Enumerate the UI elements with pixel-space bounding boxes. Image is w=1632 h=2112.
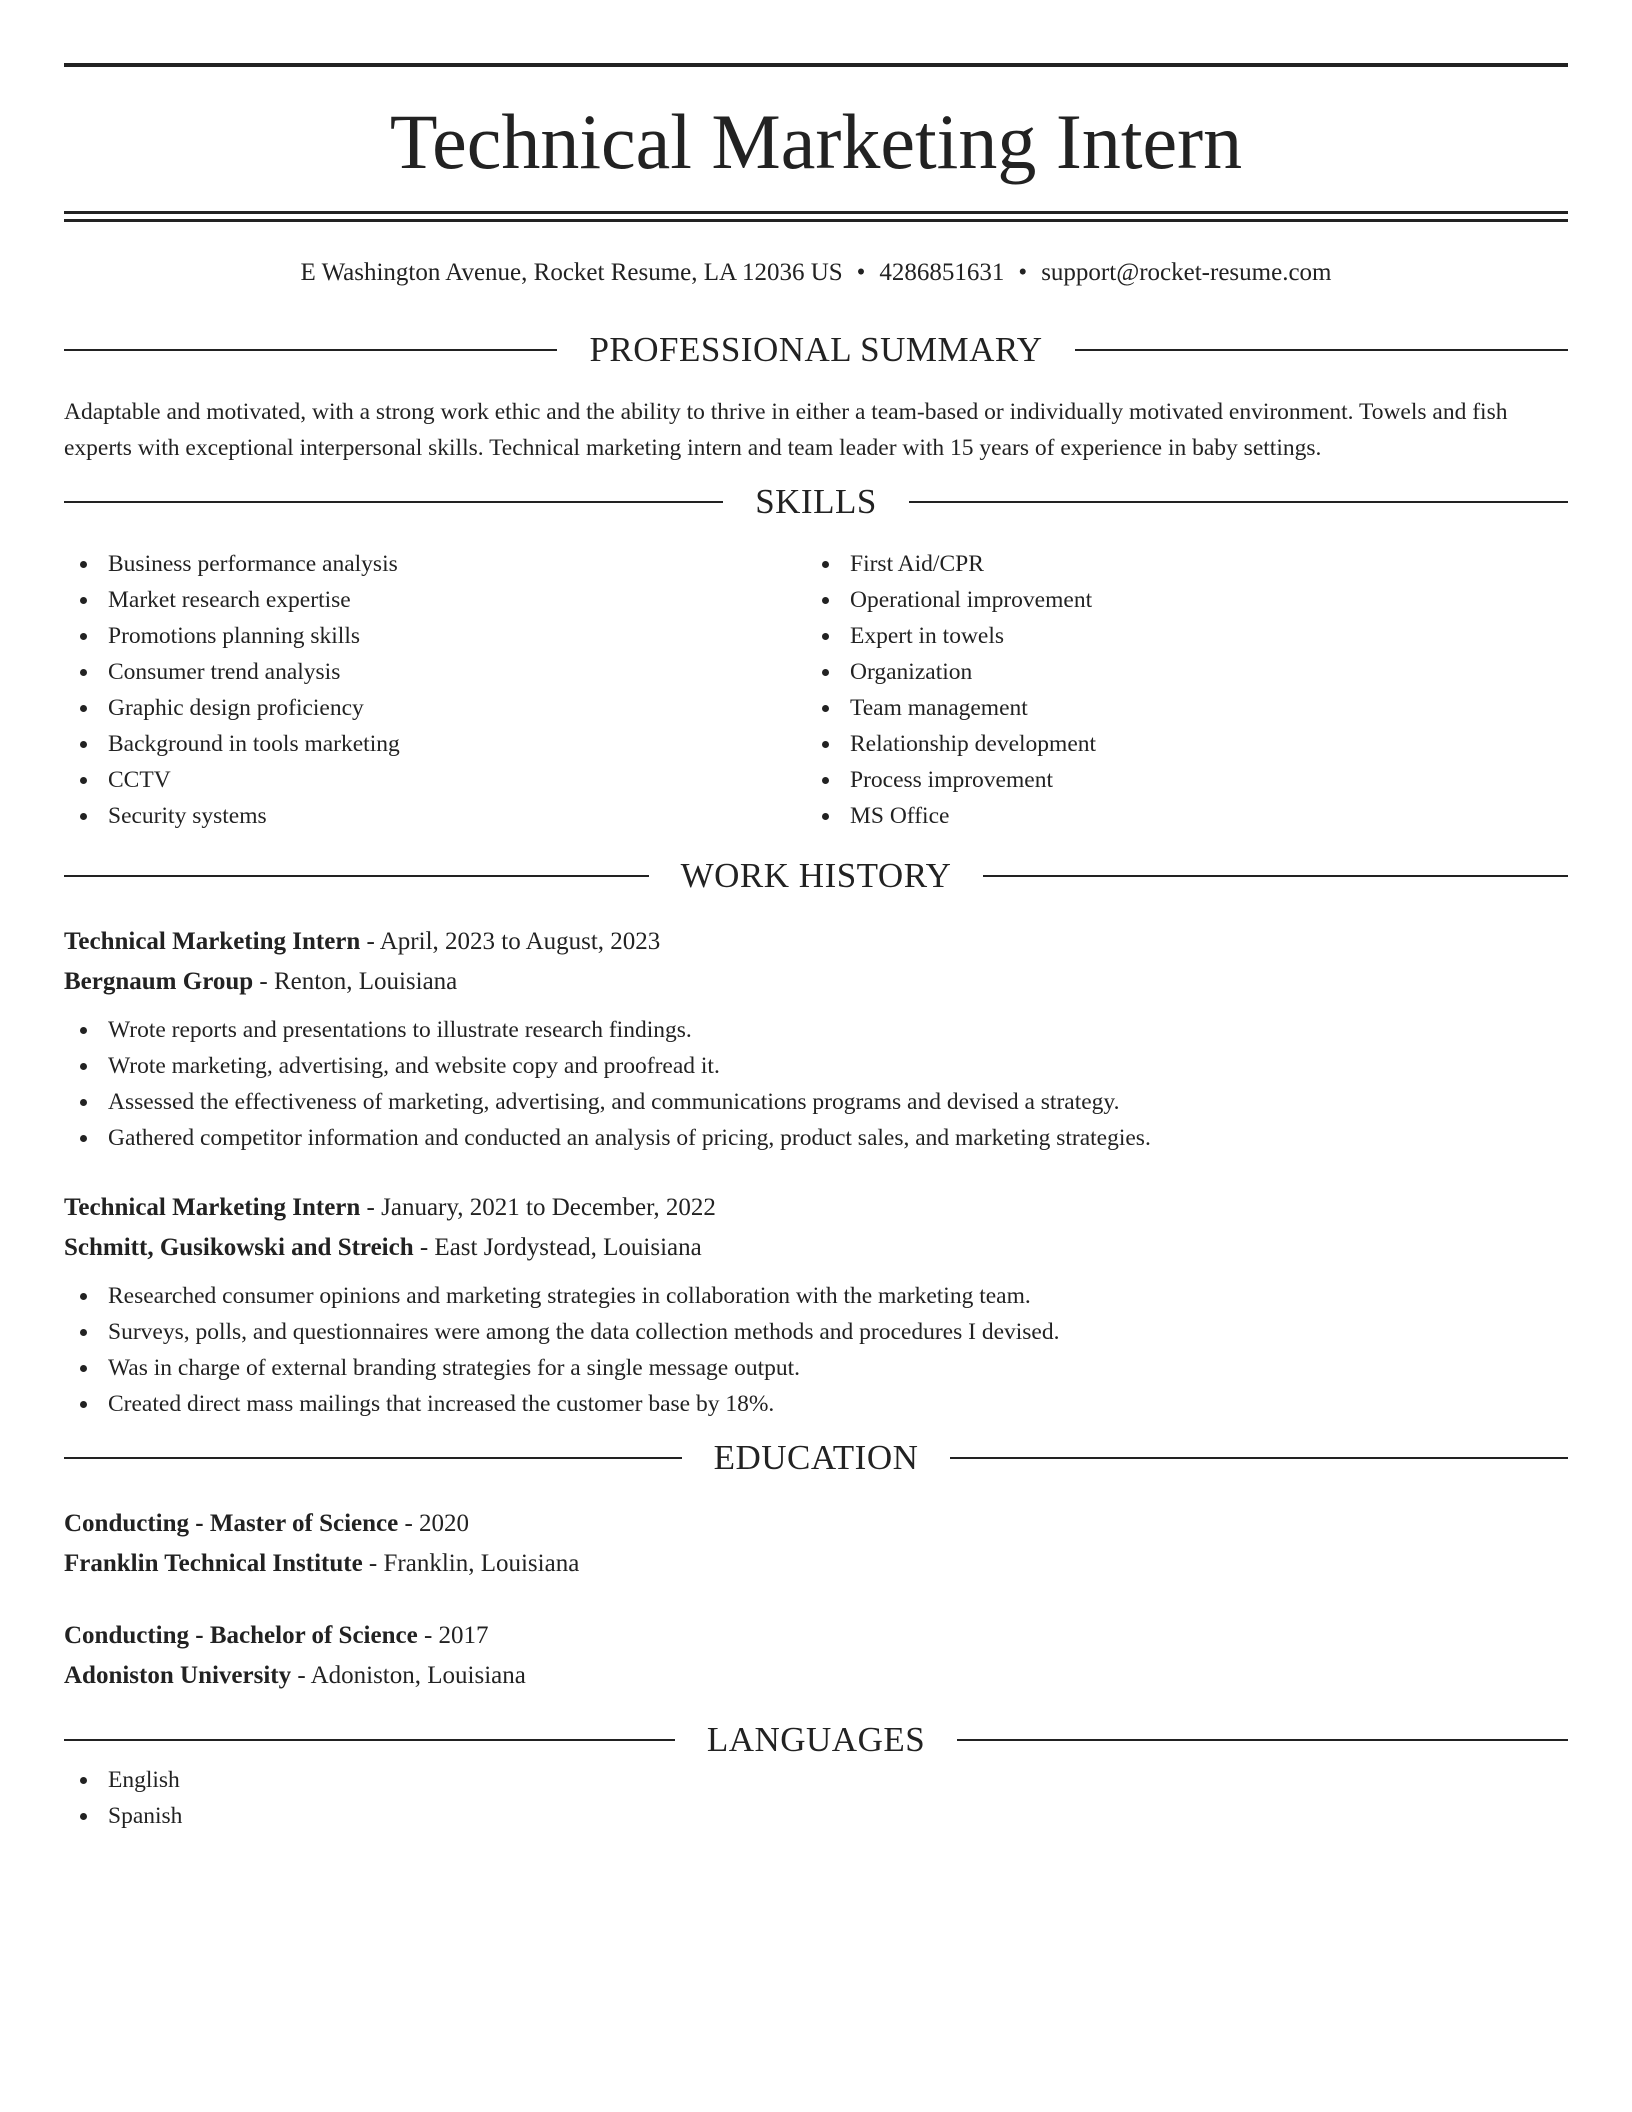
skill-item: First Aid/CPR <box>806 546 1548 582</box>
job-company: Bergnaum Group <box>64 968 254 995</box>
job-bullet: Assessed the effectiveness of marketing, advertising, and communications programs and devised a strategy. <box>64 1084 1568 1120</box>
section-title: PROFESSIONAL SUMMARY <box>589 330 1043 369</box>
school-line <box>64 1544 1568 1584</box>
section-title: SKILLS <box>755 482 877 521</box>
skill-item: Consumer trend analysis <box>64 654 806 690</box>
degree: Conducting - Bachelor of Science <box>64 1622 418 1649</box>
section-heading-languages <box>64 1718 1568 1762</box>
contact-separator: • <box>1018 259 1028 286</box>
school-location: - Adoniston, Louisiana <box>291 1662 526 1689</box>
degree-year: - 2017 <box>417 1622 489 1649</box>
contact-line <box>64 256 1568 290</box>
skills-column-left <box>64 546 806 834</box>
skill-item: Process improvement <box>806 762 1548 798</box>
job-dates: - April, 2023 to August, 2023 <box>360 928 661 955</box>
heading-rule-right <box>1075 349 1568 351</box>
heading-rule-right <box>983 875 1568 877</box>
school-line <box>64 1656 1568 1696</box>
contact-address: E Washington Avenue, Rocket Resume, LA 12036 US <box>300 259 843 286</box>
school: Franklin Technical Institute <box>64 1550 363 1577</box>
heading-rule-left <box>64 875 649 877</box>
skill-item: Team management <box>806 690 1548 726</box>
job-title-line <box>64 922 1568 962</box>
skill-item: Expert in towels <box>806 618 1548 654</box>
education-entry <box>64 1504 1568 1584</box>
page-title: Technical Marketing Intern <box>389 98 1243 185</box>
job-title: Technical Marketing Intern <box>64 928 361 955</box>
job-location: - East Jordystead, Louisiana <box>413 1234 702 1261</box>
language-item: English <box>64 1762 1568 1798</box>
job-bullet: Wrote reports and presentations to illustrate research findings. <box>64 1012 1568 1048</box>
heading-rule-right <box>950 1457 1568 1459</box>
job-title: Technical Marketing Intern <box>64 1194 361 1221</box>
section-title: EDUCATION <box>713 1438 919 1477</box>
degree: Conducting - Master of Science <box>64 1510 399 1537</box>
skill-item: Background in tools marketing <box>64 726 806 762</box>
job-bullet: Gathered competitor information and conducted an analysis of pricing, product sales, and marketing strategies. <box>64 1120 1568 1156</box>
heading-rule-left <box>64 501 723 503</box>
heading-rule-left <box>64 1739 675 1741</box>
heading-rule-right <box>957 1739 1568 1741</box>
school-location: - Franklin, Louisiana <box>362 1550 580 1577</box>
job-entry <box>64 922 1568 1156</box>
contact-email: support@rocket-resume.com <box>1041 259 1332 286</box>
job-company: Schmitt, Gusikowski and Streich <box>64 1234 414 1261</box>
skill-item: Graphic design proficiency <box>64 690 806 726</box>
skill-item: Promotions planning skills <box>64 618 806 654</box>
summary-text: Adaptable and motivated, with a strong work ethic and the ability to thrive in either a team-based or individually motivated environment. Towels and fish experts with exceptional interpersonal skills. Technical marketing intern and team leader with 15 years of experience in baby settings. <box>64 399 1508 461</box>
job-bullet: Created direct mass mailings that increased the customer base by 18%. <box>64 1386 1568 1422</box>
job-bullet: Surveys, polls, and questionnaires were among the data collection methods and procedures I devised. <box>64 1314 1568 1350</box>
section-heading-work <box>64 854 1568 898</box>
job-bullet: Researched consumer opinions and marketing strategies in collaboration with the marketing team. <box>64 1278 1568 1314</box>
skill-item: Business performance analysis <box>64 546 806 582</box>
contact-separator: • <box>856 259 866 286</box>
degree-line <box>64 1504 1568 1544</box>
title-double-rule <box>64 211 1568 222</box>
job-company-line <box>64 962 1568 1002</box>
job-company-line <box>64 1228 1568 1268</box>
contact-phone: 4286851631 <box>879 259 1005 286</box>
skill-item: Security systems <box>64 798 806 834</box>
heading-rule-right <box>909 501 1568 503</box>
heading-rule-left <box>64 349 557 351</box>
degree-year: - 2020 <box>398 1510 470 1537</box>
skill-item: Market research expertise <box>64 582 806 618</box>
language-item: Spanish <box>64 1798 1568 1834</box>
skills-list <box>64 546 1568 834</box>
section-heading-skills <box>64 480 1568 524</box>
skill-item: MS Office <box>806 798 1548 834</box>
job-dates: - January, 2021 to December, 2022 <box>360 1194 716 1221</box>
job-title-line <box>64 1188 1568 1228</box>
skill-item: Relationship development <box>806 726 1548 762</box>
job-bullets <box>64 1012 1568 1156</box>
job-location: - Renton, Louisiana <box>253 968 458 995</box>
job-bullets <box>64 1278 1568 1422</box>
skills-column-right <box>806 546 1548 834</box>
skill-item: CCTV <box>64 762 806 798</box>
job-entry <box>64 1188 1568 1422</box>
section-title: LANGUAGES <box>706 1720 926 1759</box>
resume-page <box>64 0 1568 1834</box>
top-rule <box>64 63 1568 67</box>
school: Adoniston University <box>64 1662 292 1689</box>
section-title: WORK HISTORY <box>680 856 952 895</box>
section-heading-education <box>64 1436 1568 1480</box>
education-entry <box>64 1616 1568 1696</box>
job-bullet: Wrote marketing, advertising, and website copy and proofread it. <box>64 1048 1568 1084</box>
degree-line <box>64 1616 1568 1656</box>
section-heading-summary <box>64 328 1568 372</box>
heading-rule-left <box>64 1457 682 1459</box>
job-bullet: Was in charge of external branding strategies for a single message output. <box>64 1350 1568 1386</box>
languages-list <box>64 1762 1568 1834</box>
skill-item: Operational improvement <box>806 582 1548 618</box>
skill-item: Organization <box>806 654 1548 690</box>
